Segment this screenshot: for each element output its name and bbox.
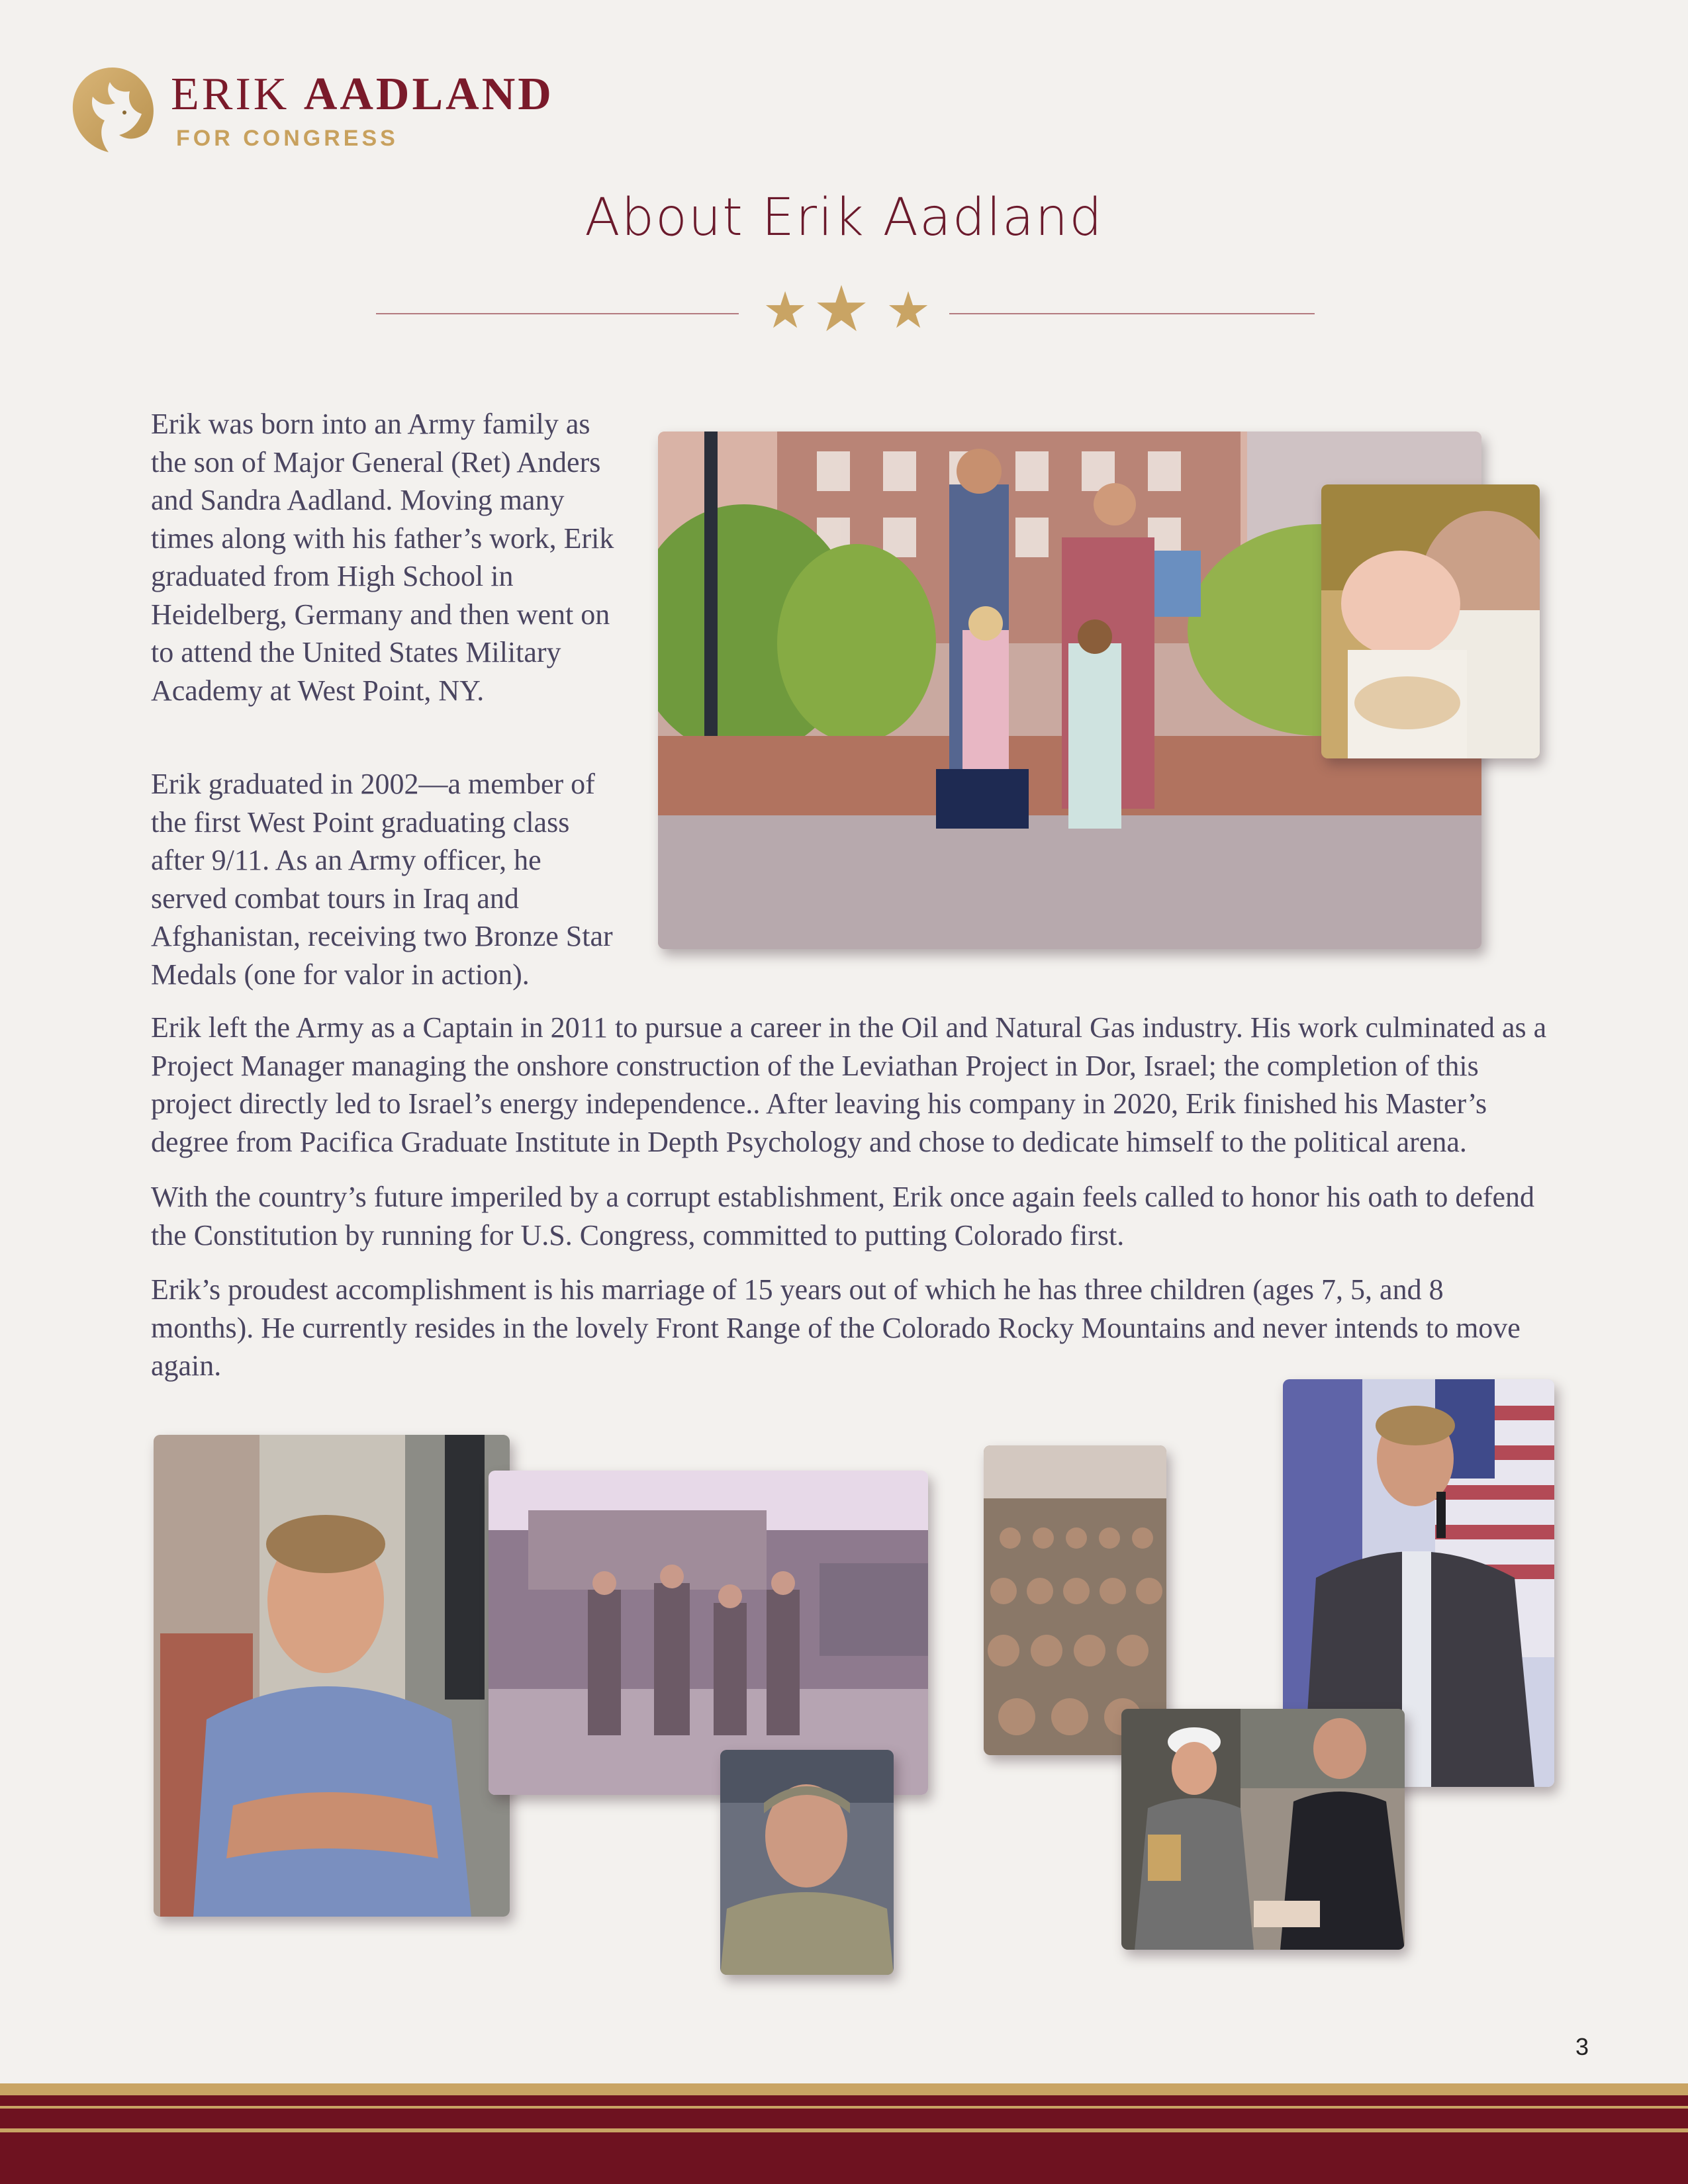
footer-gold-stripe [0, 2083, 1688, 2095]
bio-paragraph-family: Erik’s proudest accomplishment is his marriage of 15 years out of which he has three children (ages 7, 5, and 8 months). He currently resides in the lovely Front Range of the Colorado Rocky Mountains and never intends to move again. [151, 1273, 1521, 1382]
campaign-logo [66, 64, 569, 163]
bio-paragraph-military: Erik graduated in 2002—a member of the first West Point graduating class after 9/11. As an Army officer, he served combat tours in Iraq and Afghanistan, receiving two Bronze Star Medals (one for valor in action). [151, 768, 613, 991]
star-icon: ★ [763, 283, 808, 339]
page-title: About Erik Aadland [585, 188, 1103, 248]
title-divider-right [949, 313, 1315, 314]
star-icon: ★ [813, 274, 870, 345]
candidate-name-wordmark [171, 71, 554, 118]
footer-maroon-base [0, 2132, 1688, 2184]
title-divider-left [376, 313, 739, 314]
footer-maroon-band [0, 2109, 1688, 2128]
wordmark-last-name: AADLAND [303, 69, 554, 120]
lion-head-icon [66, 64, 159, 156]
army-portrait-photo [720, 1750, 894, 1975]
bio-paragraph-early-life: Erik was born into an Army family as the son of Major General (Ret) Anders and Sandra Aadland. Moving many times along with his father’s work, Erik graduated from High School in Heidelberg, Germany and then went on to attend the United States Military Academy at West Point, NY. [151, 408, 614, 707]
bio-paragraph-campaign: With the country’s future imperiled by a corrupt establishment, Erik once again feels called to honor his oath to defend the Constitution by running for U.S. Congress, committed to putting Colorado first. [151, 1181, 1535, 1251]
tank-group-photo [489, 1471, 928, 1795]
headshot-photo [154, 1435, 510, 1917]
page-number: 3 [1575, 2033, 1589, 2060]
bio-paragraph-career: Erik left the Army as a Captain in 2011 to pursue a career in the Oil and Natural Gas industry. His work culminated as a Project Manager managing the onshore construction of the Leviathan Project in Dor, Israel; the completion of this project directly led to Israel’s energy independence.. After leaving his company in 2020, Erik finished his Master’s degree from Pacifica Graduate Institute in Depth Psychology and chose to dedicate himself to the political arena. [151, 1011, 1547, 1158]
baby-photo [1321, 484, 1540, 758]
star-icon: ★ [886, 283, 931, 339]
wordmark-first-name: ERIK [171, 69, 290, 120]
footer-maroon-stripe [0, 2095, 1688, 2106]
logo-subtitle: FOR CONGRESS [176, 126, 399, 151]
west-point-handshake-photo [1121, 1709, 1405, 1950]
